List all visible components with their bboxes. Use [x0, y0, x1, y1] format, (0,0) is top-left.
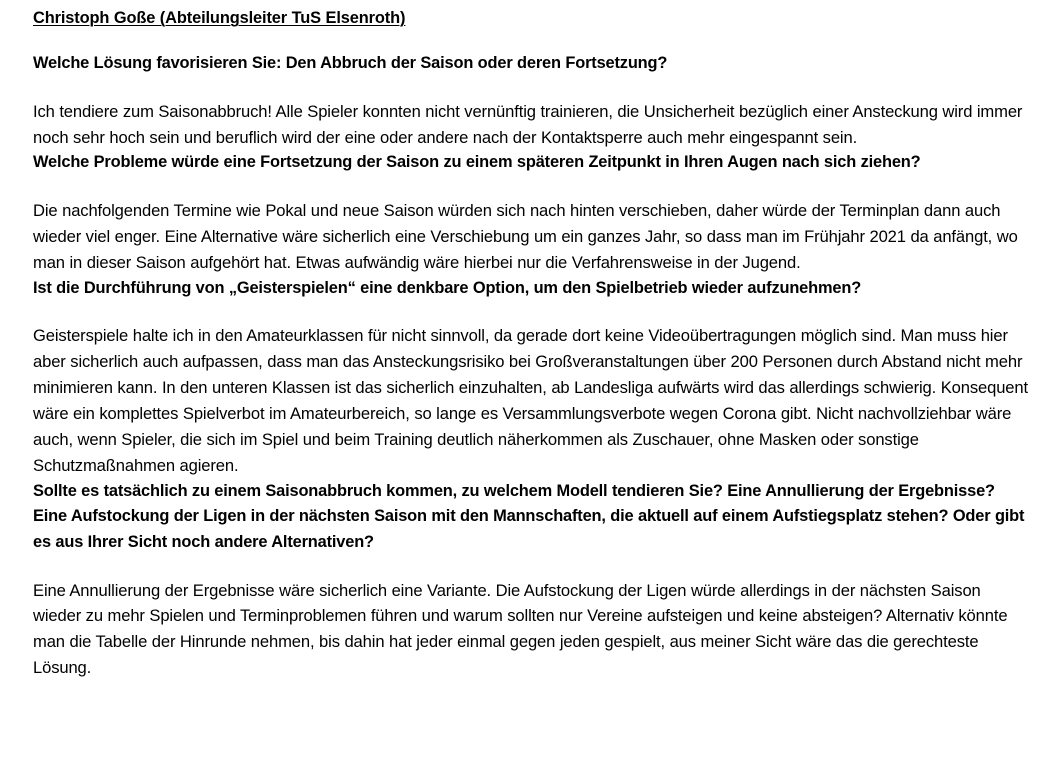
- document-body: [33, 6, 1030, 681]
- qa-block-1: [33, 51, 1030, 150]
- qa-block-3: [33, 276, 1030, 479]
- qa-block-2: [33, 150, 1030, 275]
- answer-2: Die nachfolgenden Termine wie Pokal und neue Saison würden sich nach hinten verschieben, daher würde der Terminplan dann auch wieder viel enger. Eine Alternative wäre sicherlich eine Verschiebung um ein ganzes Jahr, so dass man im Frühjahr 2021 da anfängt, wo man in dieser Saison aufgehört hat. Etwas aufwändig wäre hierbei nur die Verfahrensweise in der Jugend.: [33, 201, 1018, 272]
- interviewee-heading: [33, 6, 1030, 30]
- answer-3: Geisterspiele halte ich in den Amateurklassen für nicht sinnvoll, da gerade dort keine Videoübertragungen möglich sind. Man muss hier aber sicherlich auch aufpassen, dass man das Ansteckungsrisiko bei Großveranstaltungen über 200 Personen durch Abstand nicht mehr minimieren kann. In den unteren Klassen ist das sicherlich einzuhalten, ab Landesliga aufwärts wird das allerdings schwierig. Konsequent wäre ein komplettes Spielverbot im Amateurbereich, so lange es Versammlungsverbote wegen Corona gibt. Nicht nachvollziehbar wäre auch, wenn Spieler, die sich im Spiel und beim Training deutlich näherkommen als Zuschauer, ohne Masken oder sonstige Schutzmaßnahmen agieren.: [33, 326, 1028, 475]
- question-1: Welche Lösung favorisieren Sie: Den Abbruch der Saison oder deren Fortsetzung?: [33, 54, 668, 72]
- interviewee-name-underlined: Christoph Goße (Abteilungsleiter TuS Elsenroth): [33, 9, 406, 27]
- qa-block-4: [33, 479, 1030, 681]
- question-4: Sollte es tatsächlich zu einem Saisonabbruch kommen, zu welchem Modell tendieren Sie? Eine Annullierung der Ergebnisse? Eine Aufstockung der Ligen in der nächsten Saison mit den Mannschaften, die aktuell auf einem Aufstiegsplatz stehen? Oder gibt es aus Ihrer Sicht noch andere Alternativen?: [33, 481, 1025, 551]
- question-3: Ist die Durchführung von „Geisterspielen“ eine denkbare Option, um den Spielbetrieb wieder aufzunehmen?: [33, 278, 862, 297]
- answer-4: Eine Annullierung der Ergebnisse wäre sicherlich eine Variante. Die Aufstockung der Ligen würde allerdings in der nächsten Saison wieder zu mehr Spielen und Terminproblemen führen und warum sollten nur Vereine aufsteigen und keine absteigen? Alternativ könnte man die Tabelle der Hinrunde nehmen, bis dahin hat jeder einmal gegen jeden gespielt, aus meiner Sicht wäre das die gerechteste Lösung.: [33, 580, 1008, 678]
- question-2: Welche Probleme würde eine Fortsetzung der Saison zu einem späteren Zeitpunkt in Ihren Augen nach sich ziehen?: [33, 153, 921, 172]
- answer-1: Ich tendiere zum Saisonabbruch! Alle Spieler konnten nicht vernünftig trainieren, die Unsicherheit bezüglich einer Ansteckung wird immer noch sehr hoch sein und beruflich wird der eine oder andere nach der Kontaktsperre auch mehr eingespannt sein.: [33, 101, 1023, 147]
